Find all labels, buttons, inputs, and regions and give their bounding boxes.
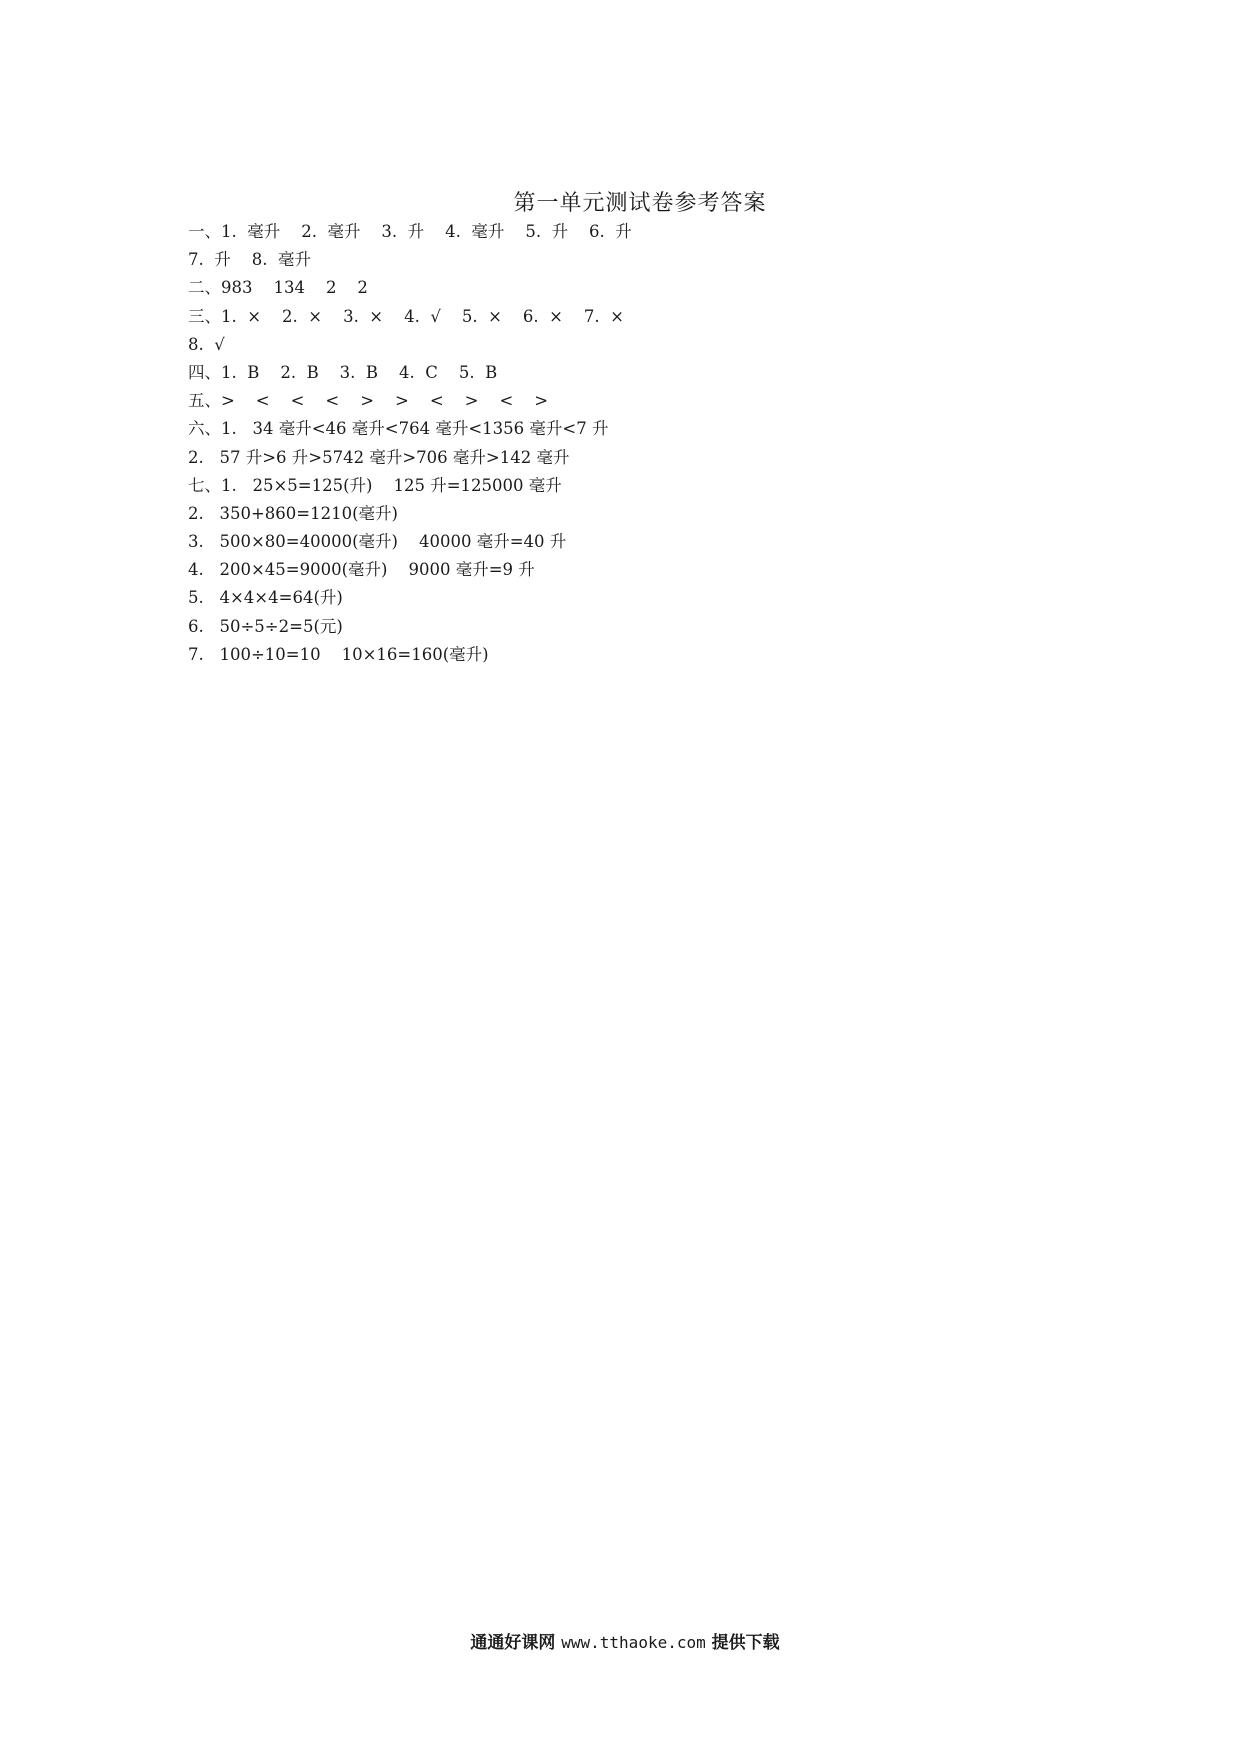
answer-line-5: 8. √ — [188, 334, 225, 354]
answer-line-16: 7. 100÷10=10 10×16=160(毫升) — [188, 644, 489, 664]
answer-line-8: 六、1. 34 毫升<46 毫升<764 毫升<1356 毫升<7 升 — [188, 419, 609, 439]
footer-url: www.tthaoke.com — [561, 1633, 706, 1652]
answer-line-1: 一、1. 毫升 2. 毫升 3. 升 4. 毫升 5. 升 6. 升 — [188, 222, 632, 241]
footer-site-name: 通通好课网 — [470, 1633, 556, 1653]
answer-line-14: 5. 4×4×4=64(升) — [188, 588, 343, 608]
page-title: 第一单元测试卷参考答案 — [513, 191, 767, 216]
answer-line-11: 2. 350+860=1210(毫升) — [188, 503, 398, 523]
answer-line-7: 五、> < < < > > < > < > — [188, 391, 549, 411]
footer-suffix: 提供下载 — [711, 1633, 780, 1653]
answer-line-6: 四、1. B 2. B 3. B 4. C 5. B — [188, 362, 498, 382]
page-footer — [0, 1628, 1240, 1653]
answer-line-10: 七、1. 25×5=125(升) 125 升=125000 毫升 — [188, 475, 562, 495]
answer-line-15: 6. 50÷5÷2=5(元) — [188, 616, 343, 636]
answer-list — [188, 218, 1088, 669]
answer-line-2: 7. 升 8. 毫升 — [188, 250, 311, 270]
answer-line-13: 4. 200×45=9000(毫升) 9000 毫升=9 升 — [188, 560, 535, 580]
answer-line-12: 3. 500×80=40000(毫升) 40000 毫升=40 升 — [188, 532, 567, 552]
answer-line-9: 2. 57 升>6 升>5742 毫升>706 毫升>142 毫升 — [188, 447, 570, 467]
answer-line-4: 三、1. × 2. × 3. × 4. √ 5. × 6. × 7. × — [188, 306, 624, 326]
answer-line-3: 二、983 134 2 2 — [188, 278, 368, 298]
